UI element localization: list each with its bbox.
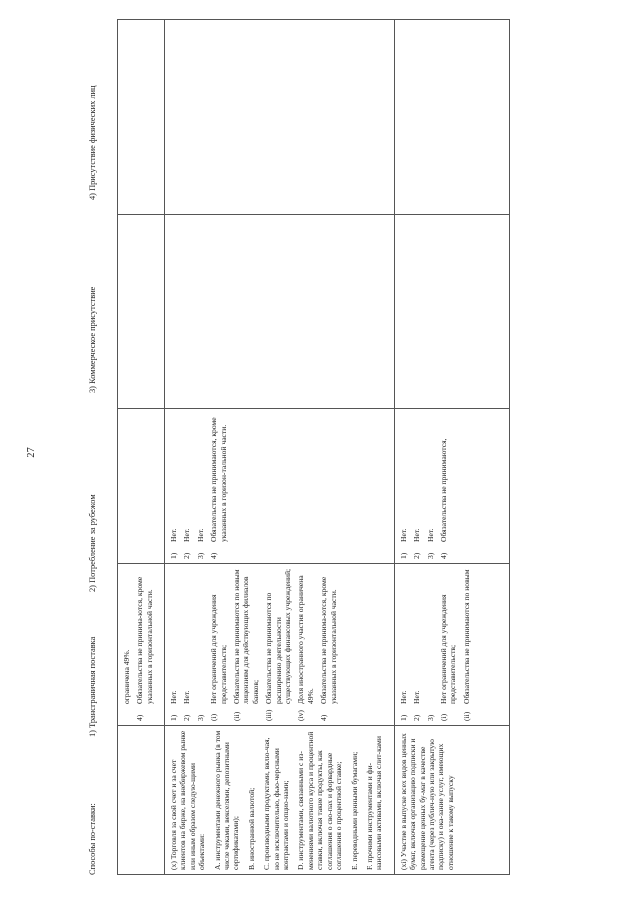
list-item	[209, 413, 228, 559]
header-cross-border-supply: 1) Трансграничная поставка	[88, 636, 97, 737]
item-text: Обязательства не принимаются,	[438, 438, 448, 542]
item-text	[426, 568, 435, 704]
table-cell	[394, 726, 509, 875]
list-item	[182, 568, 191, 721]
item-number: (i)	[209, 713, 219, 721]
item-number: 3)	[195, 714, 205, 721]
table-cell	[118, 215, 165, 409]
column-headers	[0, 0, 120, 905]
item-number: 2)	[182, 552, 192, 559]
table-cell	[394, 215, 509, 409]
item-text: ограничена 49%.	[122, 649, 131, 704]
list-item	[264, 568, 292, 721]
list-item	[232, 568, 260, 721]
list-item	[412, 413, 421, 559]
service-text: (xi) Участие в выпуске всех видов ценных бумаг, включая организацию подписки и размещение ценных бу-маг в качестве агента (через публич-ную или закрытую подписку) и ока-зание услуг, имеющих отношение к такому выпуску	[398, 733, 455, 870]
item-number: 2)	[412, 552, 422, 559]
item-number: (ii)	[232, 711, 242, 721]
item-text: Нет.	[425, 528, 435, 542]
item-text: Нет.	[398, 690, 408, 704]
item-number: 4)	[209, 552, 219, 559]
list-item	[122, 568, 131, 721]
table-row	[165, 20, 395, 875]
table-cell	[165, 20, 395, 215]
list-item	[135, 568, 154, 721]
table-cell	[394, 564, 509, 726]
list-item	[169, 413, 178, 559]
list-item	[196, 413, 205, 559]
list-item	[462, 568, 471, 721]
item-number: (ii)	[461, 711, 471, 721]
item-number: 3)	[425, 714, 435, 721]
list-item	[209, 568, 228, 721]
item-text: Обязательства не принимаются по новым	[461, 569, 471, 704]
item-number: (i)	[438, 713, 448, 721]
item-number: 2)	[182, 714, 192, 721]
table-row	[394, 20, 509, 875]
table-cell	[118, 20, 165, 215]
item-number: 4)	[135, 714, 145, 721]
item-number	[122, 704, 131, 721]
item-number: 2)	[412, 714, 422, 721]
item-number: (iv)	[296, 710, 306, 721]
item-number: 1)	[169, 552, 178, 559]
service-text: C. производными продуктами, вклю-чая, но не исключительно, фью-черсными контрактами и опцио-нами;	[262, 737, 291, 870]
table-cell	[394, 20, 509, 215]
item-number: 3)	[425, 552, 435, 559]
table-cell	[118, 409, 165, 564]
service-text: (x) Торговля за свой счет и за счет клиентов на бирже, на внебиржевом рынке или иным образом следую-щими объектами:	[169, 730, 207, 870]
item-number: 4)	[319, 714, 329, 721]
page-number: 27	[26, 447, 37, 458]
item-text: Нет.	[412, 690, 422, 704]
item-text: Нет.	[412, 528, 422, 542]
header-modes-of-supply: Способы по-ставки:	[88, 803, 97, 875]
header-commercial-presence: 3) Коммерческое присутствие	[88, 286, 97, 393]
table-cell	[118, 564, 165, 726]
table-cell	[165, 726, 395, 875]
item-text: Обязательства не принимаются по расширению деятельности существующих финансовых учреждений;	[264, 568, 293, 704]
commitments-table	[117, 19, 510, 875]
item-number: 3)	[195, 552, 205, 559]
list-item	[426, 413, 435, 559]
service-text: D. инструментами, связанными с из-менениями валютного курса и процентной ставки, включая такие продукты, как соглашения о сво-пах и форвардные соглашения о процентной ставке;	[296, 731, 344, 870]
item-text	[196, 568, 205, 704]
list-item	[169, 568, 178, 721]
item-text: Нет.	[182, 528, 192, 542]
list-item	[439, 413, 448, 559]
service-text: E. переводными ценными бумагами;	[349, 751, 359, 870]
header-presence-natural-persons: 4) Присутствие физических лиц	[88, 85, 97, 200]
item-number: 1)	[398, 714, 408, 721]
list-item	[319, 568, 338, 721]
item-text: Обязательства не принимаются, кроме указанных в горизон-тальной части.	[209, 417, 228, 542]
service-text: B. иностранной валютой;	[246, 787, 256, 870]
item-text: Нет.	[398, 528, 408, 542]
item-text: Нет.	[195, 528, 205, 542]
list-item	[426, 568, 435, 721]
list-item	[412, 568, 421, 721]
item-number: 4)	[438, 552, 448, 559]
list-item	[439, 568, 458, 721]
table-cell	[165, 409, 395, 564]
item-text: Нет ограничений для учреждения представительств;	[209, 594, 228, 704]
item-text: Нет.	[169, 690, 178, 704]
item-number: (iii)	[264, 709, 274, 721]
table-cell	[118, 726, 165, 875]
item-text: Доля иностранного участия ограничена 49%.	[296, 575, 315, 704]
item-text: Нет.	[169, 528, 178, 542]
table-cell	[165, 215, 395, 409]
item-text: Нет ограничений для учреждения представительств;	[438, 594, 458, 704]
table-row	[118, 20, 165, 875]
list-item	[399, 413, 408, 559]
item-text: Обязательства не принима-ются, кроме указанных в горизонтальной части.	[319, 576, 338, 704]
list-item	[182, 413, 191, 559]
item-number: 1)	[169, 714, 178, 721]
item-text: Обязательства не принимаются по новым лицензиям для действующих филиалов банков;	[232, 569, 260, 704]
item-text: Нет.	[182, 690, 192, 704]
item-number: 1)	[398, 552, 408, 559]
list-item	[296, 568, 315, 721]
item-text: Обязательства не принима-ются, кроме указанных в горизонтальной части.	[135, 576, 154, 704]
service-text: F. прочими инструментами и фи-нансовыми активами, включая слит-ками	[364, 736, 384, 870]
header-consumption-abroad: 2) Потребление за рубежом	[88, 494, 97, 592]
list-item	[399, 568, 408, 721]
table-cell	[165, 564, 395, 726]
list-item	[196, 568, 205, 721]
table-cell	[394, 409, 509, 564]
service-text: A. инструментами денежного рынка (в том числе чеками, векселями, депозитными сертификатами);	[212, 730, 241, 870]
